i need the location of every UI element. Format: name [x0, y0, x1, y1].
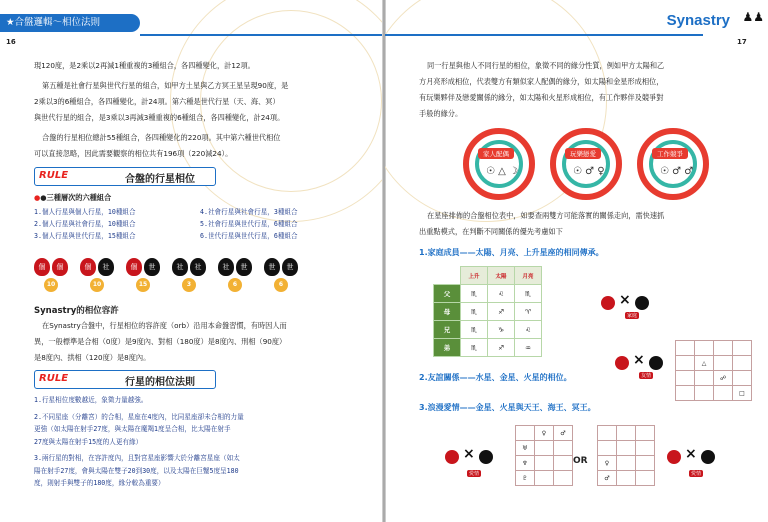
cross-icon: × — [619, 292, 631, 308]
grid-cell — [676, 341, 695, 356]
aspect-symbols: ☉ ♂ ♂ — [660, 166, 694, 177]
combo-item: 6.世代行星與世代行星，6種組合 — [200, 232, 298, 240]
planet-head: 世 — [144, 258, 160, 276]
love-badge: 愛情 — [691, 471, 702, 477]
grid-cell — [636, 471, 655, 486]
left-page — [0, 0, 383, 522]
planet-head: 個 — [34, 258, 50, 276]
grid-cell — [695, 386, 714, 401]
rule-tag: RULE — [39, 373, 69, 384]
grid-cell — [733, 371, 752, 386]
rule-title: 行星的相位法則 — [125, 377, 195, 388]
count-badge: 10 — [90, 278, 104, 292]
paragraph: 可以直接忽略，因此需要觀察的相位共有196項（220減24）。 — [34, 149, 233, 158]
page-number: 16 — [6, 38, 16, 46]
right-page — [385, 0, 768, 522]
table-cell: ♑ — [488, 321, 515, 339]
combo-item: 1.個人行星與個人行星，10種組合 — [34, 208, 136, 216]
table-cell: ♌ — [488, 285, 515, 303]
table-cell: ♏ — [461, 321, 488, 339]
aspect-symbols: ☉ △ ☽ — [486, 166, 518, 177]
grid-cell — [535, 441, 554, 456]
row-header: 父 — [434, 285, 461, 303]
relationship-circle-family — [463, 128, 535, 200]
person-b-icon — [701, 450, 715, 464]
planet-head: 個 — [52, 258, 68, 276]
synastry-logo: Synastry — [666, 12, 730, 29]
grid-cell — [714, 341, 733, 356]
grid-cell — [535, 456, 554, 471]
paragraph: 與世代行星的組合，是3乘以3再減3種重複的6種組合，各四種變化，計24項。 — [34, 113, 285, 122]
person-a-icon — [615, 356, 629, 370]
row-header: 母 — [434, 303, 461, 321]
grid-cell — [676, 356, 695, 371]
planet-head: 個 — [80, 258, 96, 276]
rule-banner — [34, 167, 216, 186]
grid-cell: □ — [733, 386, 752, 401]
combo-item: 2.個人行星與社會行星，10種組合 — [34, 220, 136, 228]
grid-cell: ♇ — [516, 471, 535, 486]
law-item: 3.兩行星的對相，在容許度內，且對宮星座影響大於分離宮星座（如太 — [34, 454, 240, 462]
relationship-label: 工作競爭 — [652, 148, 688, 159]
grid-cell: ♂ — [598, 471, 617, 486]
combo-item: 5.社會行星與世代行星，6種組合 — [200, 220, 298, 228]
law-item: 2.不同星座（分離宮）的合相，星座在4度內，比同星座卻未合相的力量 — [34, 412, 244, 421]
person-b-icon — [649, 356, 663, 370]
rule-banner — [34, 370, 216, 389]
count-badge: 15 — [136, 278, 150, 292]
column-header: 太陽 — [488, 267, 515, 285]
family-heading: 1.家庭成員——太陽、月亮、上升星座的相同傳承。 — [419, 248, 604, 257]
friendship-heading: 2.友誼關係——水星、金星、火星的相位。 — [419, 373, 572, 382]
romance-aspect-grid — [515, 425, 573, 486]
table-cell: ♒ — [515, 339, 542, 357]
grid-cell — [676, 386, 695, 401]
pair-illustration — [126, 258, 172, 288]
grid-cell — [733, 341, 752, 356]
or-label: OR — [573, 456, 588, 466]
grid-cell: ♀ — [598, 456, 617, 471]
table-cell: ♈ — [515, 303, 542, 321]
cross-icon: × — [463, 446, 475, 462]
aspect-symbols: ☉ ♂ ♀ — [573, 166, 605, 177]
pair-illustration — [80, 258, 126, 288]
family-badge: 家庭 — [627, 313, 638, 319]
combo-item: 3.個人行星與世代行星，15種組合 — [34, 232, 136, 240]
grid-cell: ♀ — [535, 426, 554, 441]
combo-list-left — [34, 206, 136, 242]
grid-cell — [636, 426, 655, 441]
grid-cell — [598, 441, 617, 456]
cross-icon: × — [633, 352, 645, 368]
law-item: 陽在射手27度，會與太陽在雙子20到30度，以及太陽在巨蟹5度呈180 — [34, 466, 239, 475]
person-b-icon — [479, 450, 493, 464]
table-cell: ♐ — [488, 339, 515, 357]
planet-head: 社 — [218, 258, 234, 276]
section-title-text: ●三種層次的六種組合 — [40, 193, 112, 202]
rule-title: 合盤的行星相位 — [125, 174, 195, 185]
law-item: 更強（如太陽在射手27度，與太陽在魔羯1度呈合相，比太陽在射手 — [34, 425, 231, 433]
person-b-icon — [635, 296, 649, 310]
table-cell: ♏ — [461, 303, 488, 321]
paragraph: 是8度內、拱相（120度）是8度內。 — [34, 353, 151, 362]
table-cell: ♐ — [488, 303, 515, 321]
planet-head: 社 — [98, 258, 114, 276]
planet-head: 世 — [236, 258, 252, 276]
friend-badge: 友情 — [641, 373, 652, 379]
grid-cell — [516, 426, 535, 441]
grid-cell — [554, 456, 573, 471]
grid-cell — [554, 471, 573, 486]
count-badge: 3 — [182, 278, 196, 292]
header-rule — [140, 34, 383, 36]
count-badge: 10 — [44, 278, 58, 292]
pair-illustration — [218, 258, 264, 288]
love-badge: 愛情 — [469, 471, 480, 477]
grid-cell — [617, 456, 636, 471]
count-badge: 6 — [228, 278, 242, 292]
orb-section-title: Synastry的相位容許 — [34, 306, 119, 316]
paragraph: 異，一般標準是合相（0度）是9度內、對相（180度）是8度內、刑相（90度） — [34, 337, 287, 346]
paragraph: 現120度，是2乘以2再減1種重複的3種組合，各四種變化，計12項。 — [34, 61, 255, 70]
grid-cell: △ — [695, 356, 714, 371]
cross-icon: × — [685, 446, 697, 462]
pair-illustration — [34, 258, 80, 288]
relationship-label: 家人配偶 — [478, 148, 514, 159]
grid-cell — [733, 356, 752, 371]
paragraph: 2乘以3的6種組合，各四種變化，計24項。第六種是世代行星（天、海、冥） — [34, 97, 280, 106]
law-item: 1.行星相位度數越近，象徵力量越強。 — [34, 396, 148, 404]
count-badge: 6 — [274, 278, 288, 292]
combo-item: 4.社會行星與社會行星，3種組合 — [200, 208, 298, 216]
paragraph: 手般的緣分。 — [419, 109, 463, 118]
section-title: ●●三種層次的六種組合 — [34, 193, 112, 202]
law-item: 度，則射手與雙子的180度，緣分較為重要） — [34, 479, 165, 487]
grid-cell — [554, 441, 573, 456]
column-header: 月亮 — [515, 267, 542, 285]
pair-illustration — [172, 258, 218, 288]
paragraph: 方月亮形成相位，代表雙方有類似家人配偶的緣分，如太陽和金星形成相位， — [419, 77, 664, 86]
relationship-label: 玩樂戀愛 — [565, 148, 601, 159]
grid-cell — [636, 441, 655, 456]
paragraph: 出重點模式，在判斷不同關係的優先考慮如下 — [419, 227, 563, 236]
row-header: 弟 — [434, 339, 461, 357]
planet-head: 世 — [282, 258, 298, 276]
person-a-icon — [445, 450, 459, 464]
column-header: 上升 — [461, 267, 488, 285]
grid-cell — [617, 471, 636, 486]
grid-cell — [636, 456, 655, 471]
grid-cell — [676, 371, 695, 386]
grid-cell — [535, 471, 554, 486]
grid-cell: ♅ — [516, 441, 535, 456]
grid-cell: ☍ — [714, 371, 733, 386]
table-cell: ♌ — [515, 321, 542, 339]
header-rule — [385, 34, 703, 36]
couple-figures-icon: ♟♟ — [742, 10, 764, 24]
law-item: 27度與太陽在射手15度的人更有緣） — [34, 437, 143, 446]
table-cell: ♏ — [515, 285, 542, 303]
table-cell: ♏ — [461, 339, 488, 357]
grid-cell: ♆ — [516, 456, 535, 471]
planet-head: 世 — [264, 258, 280, 276]
grid-cell — [695, 341, 714, 356]
table-corner — [434, 267, 461, 285]
person-a-icon — [667, 450, 681, 464]
grid-cell: ♂ — [554, 426, 573, 441]
paragraph: 有玩樂夥伴及戀愛關係的緣分，如太陽和火星形成相位，有工作夥伴及競爭對 — [419, 93, 664, 102]
friendship-aspect-grid — [675, 340, 752, 401]
paragraph: 合盤的行星相位總計55種組合，各四種變化的220項。其中第六種世代相位 — [42, 133, 281, 142]
grid-cell — [617, 441, 636, 456]
paragraph: 同一行星與他人不同行星的相位，象徵不同的緣分性質，例如甲方太陽和乙 — [427, 61, 665, 70]
planet-head: 社 — [190, 258, 206, 276]
paragraph: 在星座排佈的合盤相位表中，如要查兩雙方可能落實的關係走向，需快速抓 — [427, 211, 665, 220]
grid-cell — [617, 426, 636, 441]
person-a-icon — [601, 296, 615, 310]
family-sign-table — [433, 266, 542, 357]
romance-aspect-grid — [597, 425, 655, 486]
relationship-circle-work — [637, 128, 709, 200]
grid-cell — [714, 356, 733, 371]
grid-cell — [598, 426, 617, 441]
rule-tag: RULE — [39, 170, 69, 181]
combo-list-right — [200, 206, 298, 242]
relationship-circle-romance — [550, 128, 622, 200]
romance-heading: 3.浪漫愛情——金星、火星與天王、海王、冥王。 — [419, 403, 596, 412]
planet-head: 社 — [172, 258, 188, 276]
chapter-header: ★合盤邏輯～相位法則 — [0, 14, 140, 32]
row-header: 兄 — [434, 321, 461, 339]
grid-cell — [714, 386, 733, 401]
paragraph: 在Synastry合盤中，行星相位的容許度（orb）沿用本命盤習慣，有時因人而 — [42, 321, 287, 330]
table-cell: ♏ — [461, 285, 488, 303]
paragraph: 第五種是社會行星與世代行星的組合，如甲方土星與乙方冥王星呈現90度，是 — [42, 81, 289, 90]
planet-head: 個 — [126, 258, 142, 276]
combo-illustration — [34, 258, 310, 288]
grid-cell — [695, 371, 714, 386]
law-list — [34, 394, 244, 490]
page-number: 17 — [737, 38, 747, 46]
pair-illustration — [264, 258, 310, 288]
